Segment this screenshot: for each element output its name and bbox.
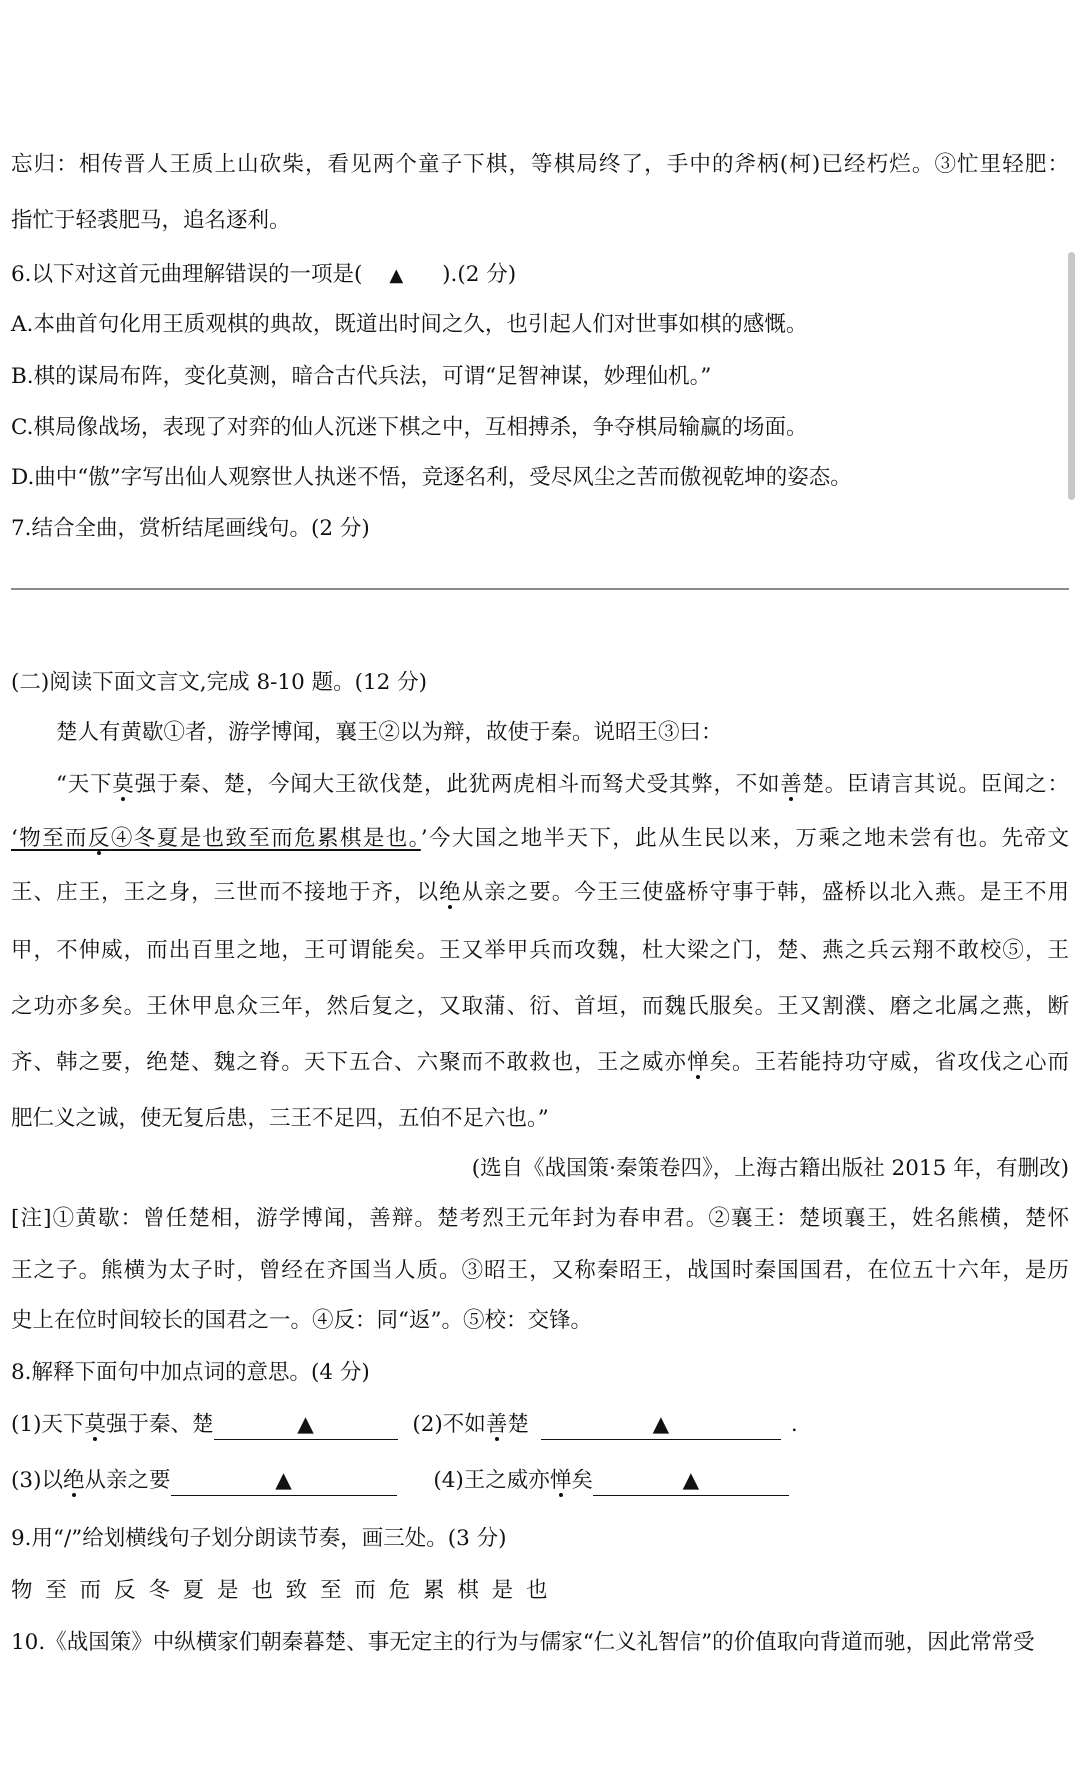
answer-mark: ▲ — [682, 1468, 700, 1493]
answer-blank-1[interactable] — [214, 1411, 398, 1440]
answer-blank-3[interactable] — [171, 1467, 397, 1496]
answer-line-divider — [11, 588, 1069, 590]
question-7: 7.结合全曲，赏析结尾画线句。(2 分) — [11, 516, 370, 541]
answer-mark: ▲ — [275, 1468, 292, 1493]
question-9: 9.用“/”给划横线句子划分朗读节奏，画三处。(3 分) — [11, 1526, 507, 1551]
text-segment: ‘物至而 — [11, 826, 88, 851]
option-d: D.曲中“傲”字写出仙人观察世人执迷不悟，竞逐名利，受尽风尘之苦而傲视乾坤的姿态。 — [11, 465, 852, 490]
text-segment: 齐、韩之要，绝楚、魏之脊。天下五合、六聚而不敢救也，王之威亦 — [11, 1050, 687, 1075]
dotted-word: 绝 — [62, 1468, 85, 1493]
text-segment: ④冬夏是也致至而危累棋是也。 — [110, 826, 421, 851]
dotted-word: 惮 — [686, 1050, 710, 1075]
text-segment: 矣。王若能持功守威，省攻伐之心而 — [709, 1050, 1069, 1075]
option-c: C.棋局像战场，表现了对弈的仙人沉迷下棋之中，互相搏杀，争夺棋局输赢的场面。 — [11, 415, 808, 440]
notes-line-1: [注]①黄歇：曾任楚相，游学博闻，善辩。楚考烈王元年封为春申君。②襄王：楚顷襄王，姓名熊横，楚怀 — [11, 1206, 1069, 1231]
text-segment: 王、庄王，王之身，三世而不接地于齐，以 — [11, 880, 440, 905]
annotation-line-1: 忘归：相传晋人王质上山砍柴，看见两个童子下棋，等棋局终了，手中的斧柄(柯)已经朽烂。③忙里轻肥： — [11, 152, 1069, 177]
text-segment: 矣 — [571, 1468, 593, 1493]
answer-mark: ▲ — [389, 265, 404, 286]
text-segment: 强于秦、楚，今闻大王欲伐楚，此犹两虎相斗而驽犬受其弊，不如 — [134, 772, 781, 797]
passage-line-3 — [11, 822, 1069, 856]
question-10: 10.《战国策》中纵横家们朝秦暮楚、事无定主的行为与儒家“仁义礼智信”的价值取向背道而驰，因此常常受 — [11, 1630, 1035, 1655]
question-8-row-1 — [11, 1408, 1069, 1442]
option-b: B.棋的谋局布阵，变化莫测，暗合古代兵法，可谓“足智神谋，妙理仙机。” — [11, 364, 712, 389]
source-citation: (选自《战国策·秦策卷四》，上海古籍出版社 2015 年，有删改) — [471, 1156, 1069, 1181]
text-segment: 楚。臣请言其说。臣闻之： — [802, 772, 1069, 797]
dotted-word: 莫 — [84, 1412, 106, 1437]
notes-line-3: 史上在位时间较长的国君之一。④反：同“返”。⑤校：交锋。 — [11, 1308, 592, 1333]
question-8: 8.解释下面句中加点词的意思。(4 分) — [11, 1360, 370, 1385]
option-a: A.本曲首句化用王质观棋的典故，既道出时间之久，也引起人们对世事如棋的感慨。 — [11, 312, 808, 337]
dotted-word: 善 — [780, 772, 803, 797]
question-6-score: ).(2 分) — [442, 262, 517, 287]
q8-item-1 — [11, 1412, 214, 1437]
dotted-word: 绝 — [439, 880, 462, 905]
text-segment: 强于秦、楚 — [105, 1412, 214, 1437]
question-6-text: 6.以下对这首元曲理解错误的一项是( — [11, 262, 363, 287]
passage-line-4 — [11, 876, 1069, 910]
text-segment: ’今大国之地半天下，此从生民以来，万乘之地未尝有也。先帝文 — [420, 826, 1069, 851]
passage-line-8: 肥仁义之诚，使无复后患，三王不足四，五伯不足六也。” — [11, 1106, 549, 1131]
period: . — [790, 1412, 798, 1437]
text-segment: (1)天下 — [11, 1412, 85, 1437]
text-segment: 从亲之要。今王三使盛桥守事于韩，盛桥以北入燕。是王不用 — [461, 880, 1069, 905]
question-8-row-2 — [11, 1464, 1069, 1498]
passage-line-5: 甲，不伸威，而出百里之地，王可谓能矣。王又举甲兵而攻魏，杜大梁之门，楚、燕之兵云翔不敢校⑤，王 — [11, 938, 1069, 963]
passage-line-6: 之功亦多矣。王休甲息众三年，然后复之，又取蒲、衍、首垣，而魏氏服矣。王又割濮、磨之北属之燕，断 — [11, 994, 1069, 1019]
underlined-quote — [11, 826, 421, 851]
answer-mark: ▲ — [297, 1412, 314, 1437]
notes-line-2: 王之子。熊横为太子时，曾经在齐国当人质。③昭王，又称秦昭王，战国时秦国国君，在位五十六年，是历 — [11, 1258, 1069, 1283]
text-segment: (3)以 — [11, 1468, 63, 1493]
question-9-sentence: 物 至 而 反 冬 夏 是 也 致 至 而 危 累 棋 是 也 — [11, 1578, 551, 1603]
text-segment: 楚 — [507, 1412, 529, 1437]
dotted-word: 善 — [485, 1412, 508, 1437]
answer-blank-4[interactable] — [593, 1467, 789, 1496]
section-2-heading: (二)阅读下面文言文,完成 8-10 题。(12 分) — [11, 670, 428, 695]
text-segment: (2)不如 — [412, 1412, 486, 1437]
annotation-line-2: 指忙于轻裘肥马，追名逐利。 — [11, 208, 291, 233]
dotted-word: 莫 — [112, 772, 135, 797]
question-6-stem — [11, 258, 1069, 293]
text-segment: (4)王之威亦 — [433, 1468, 550, 1493]
text-segment: “天下 — [56, 772, 113, 797]
dotted-word: 惮 — [549, 1468, 572, 1493]
text-segment: 从亲之要 — [84, 1468, 171, 1493]
passage-line-7 — [11, 1046, 1069, 1080]
q8-item-4 — [433, 1468, 593, 1493]
passage-line-2 — [56, 768, 1069, 802]
answer-mark: ▲ — [652, 1412, 670, 1437]
passage-line-1: 楚人有黄歇①者，游学博闻，襄王②以为辩，故使于秦。说昭王③曰： — [56, 720, 723, 745]
answer-blank-2[interactable] — [541, 1411, 781, 1440]
dotted-word: 反 — [87, 826, 111, 851]
vertical-scrollbar[interactable] — [1068, 252, 1075, 500]
q8-item-3 — [11, 1468, 171, 1493]
q8-item-2 — [412, 1412, 529, 1437]
